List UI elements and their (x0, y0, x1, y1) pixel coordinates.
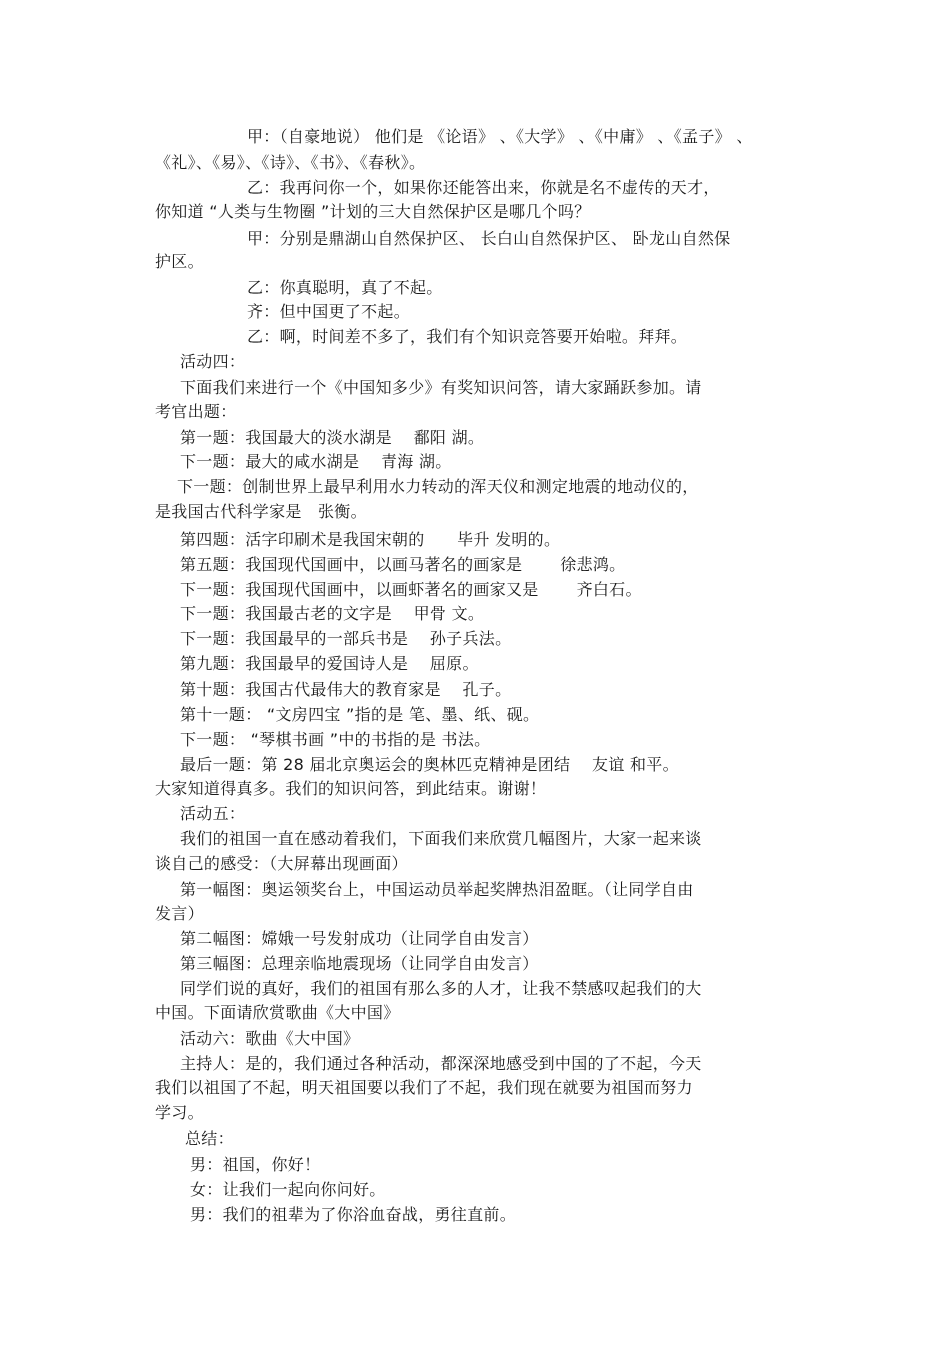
quiz-question: 第五题：我国现代国画中，以画马著名的画家是 徐悲鸿。 (180, 555, 626, 574)
text-line: 齐：但中国更了不起。 (247, 302, 411, 321)
text-line: 学习。 (155, 1103, 204, 1122)
text-line: 甲：分别是鼎湖山自然保护区、 长白山自然保护区、 卧龙山自然保 (247, 229, 731, 248)
text-line: 《礼》、《易》、《诗》、《书》、《春秋》。 (155, 153, 426, 172)
text-line: 发言） (155, 904, 204, 923)
quiz-question: 下一题：我国最古老的文字是 甲骨 文。 (180, 604, 485, 623)
section-heading: 总结： (185, 1129, 234, 1148)
quiz-question: 下一题：我国最早的一部兵书是 孙子兵法。 (180, 629, 512, 648)
text-line: 我们以祖国了不起，明天祖国要以我们了不起，我们现在就要为祖国而努力 (155, 1078, 693, 1097)
text-line: 考官出题： (155, 402, 237, 421)
text-line: 下面我们来进行一个《中国知多少》有奖知识问答，请大家踊跃参加。请 (180, 378, 702, 397)
text-line: 第二幅图：嫦娥一号发射成功（让同学自由发言） (180, 929, 539, 948)
section-heading: 活动四： (180, 352, 246, 371)
quiz-question: 第四题：活字印刷术是我国宋朝的 毕升 发明的。 (180, 530, 561, 549)
text-line: 男：祖国，你好！ (190, 1155, 321, 1174)
text-line: 乙：啊，时间差不多了，我们有个知识竞答要开始啦。拜拜。 (247, 327, 688, 346)
text-line: 主持人：是的，我们通过各种活动，都深深地感受到中国的了不起，今天 (180, 1054, 702, 1073)
quiz-question: 下一题：我国现代国画中，以画虾著名的画家又是 齐白石。 (180, 580, 642, 599)
text-line: 是我国古代科学家是 张衡。 (155, 502, 367, 521)
text-line: 中国。下面请欣赏歌曲《大中国》 (155, 1003, 400, 1022)
quiz-question: 第九题：我国最早的爱国诗人是 屈原。 (180, 654, 479, 673)
text-line: 我们的祖国一直在感动着我们，下面我们来欣赏几幅图片，大家一起来谈 (180, 829, 702, 848)
quiz-question: 第十题：我国古代最伟大的教育家是 孔子。 (180, 680, 512, 699)
quiz-question: 下一题： “琴棋书画 ”中的书指的是 书法。 (180, 730, 491, 749)
quiz-question: 第一题：我国最大的淡水湖是 鄱阳 湖。 (180, 428, 485, 447)
text-line: 同学们说的真好，我们的祖国有那么多的人才，让我不禁感叹起我们的大 (180, 979, 702, 998)
text-line: 女：让我们一起向你问好。 (190, 1180, 386, 1199)
section-heading: 活动五： (180, 804, 246, 823)
text-line: 甲：（自豪地说） 他们是 《论语》 、《大学》 、《中庸》 、《孟子》 、 (247, 127, 753, 146)
text-line: 大家知道得真多。我们的知识问答，到此结束。谢谢！ (155, 779, 547, 798)
text-line: 第一幅图：奥运领奖台上，中国运动员举起奖牌热泪盈眶。（让同学自由 (180, 880, 694, 899)
section-heading: 活动六：歌曲《大中国》 (180, 1029, 360, 1048)
text-line: 谈自己的感受：（大屏幕出现画面） (155, 854, 408, 873)
quiz-question: 下一题：创制世界上最早利用水力转动的浑天仪和测定地震的地动仪的， (177, 477, 699, 496)
text-line: 护区。 (155, 252, 204, 271)
text-line: 你知道 “人类与生物圈 ”计划的三大自然保护区是哪几个吗？ (155, 202, 591, 221)
text-line: 乙：我再问你一个，如果你还能答出来，你就是名不虚传的天才， (247, 178, 720, 197)
quiz-question: 第十一题： “文房四宝 ”指的是 笔、墨、纸、砚。 (180, 705, 540, 724)
text-line: 第三幅图：总理亲临地震现场（让同学自由发言） (180, 954, 539, 973)
text-line: 男：我们的祖辈为了你浴血奋战，勇往直前。 (190, 1205, 517, 1224)
quiz-question: 最后一题：第 28 届北京奥运会的奥林匹克精神是团结 友谊 和平。 (180, 755, 679, 774)
quiz-question: 下一题：最大的咸水湖是 青海 湖。 (180, 452, 452, 471)
text-line: 乙：你真聪明，真了不起。 (247, 278, 443, 297)
